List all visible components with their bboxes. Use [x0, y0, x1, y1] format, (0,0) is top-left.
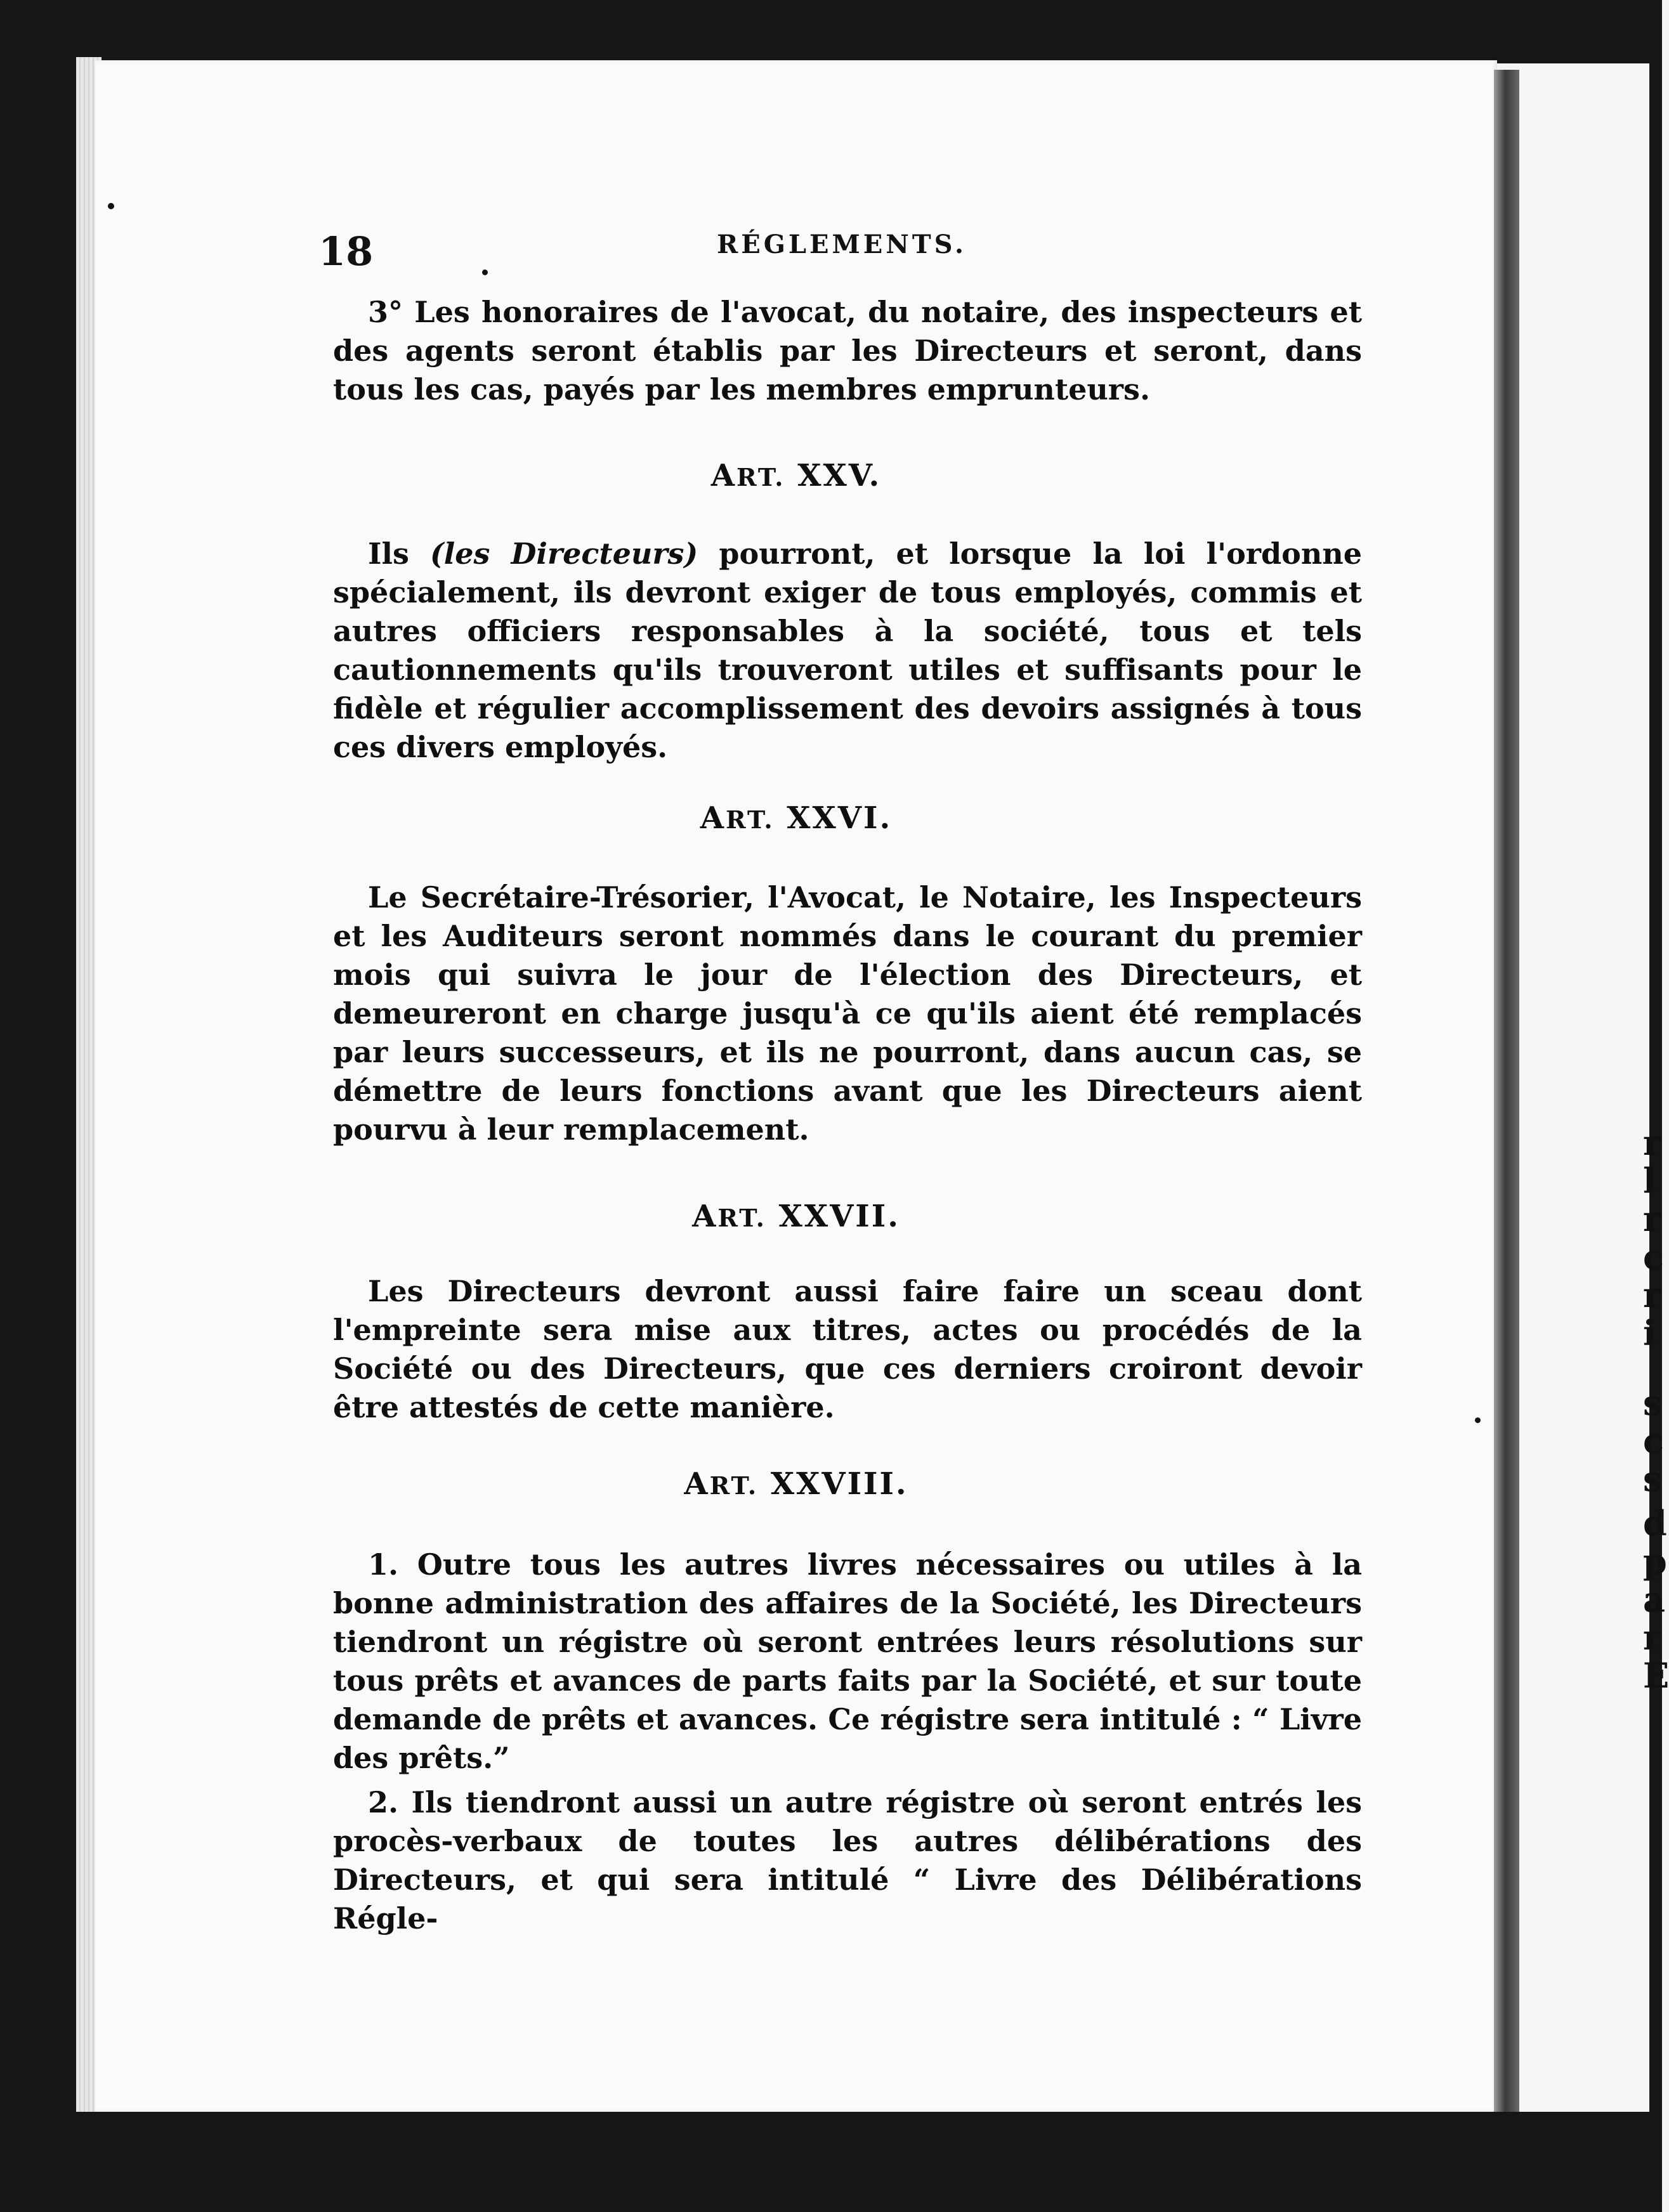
article-numeral: XXVI. — [787, 800, 893, 836]
article-prefix: A — [684, 1466, 710, 1502]
facing-fragment: i — [1643, 1313, 1656, 1353]
page-number: 18 — [318, 228, 374, 275]
article-prefix-small: RT. — [717, 1204, 766, 1232]
facing-fragment: r — [1643, 1122, 1661, 1163]
facing-fragment: a — [1643, 1579, 1665, 1620]
facing-fragment: E — [1643, 1655, 1669, 1696]
scan-speck — [1475, 1417, 1481, 1423]
art-25-text-rest: pourront, et lorsque la loi l'ordonne spécialement, ils devront exiger de tous employés, commis et autres officiers responsables à la société, tous et tels cautionnements qu'ils trouveront utiles et suffisants pour le fidèle et régulier accomplissement des devoirs assignés à tous ces divers employés. — [333, 537, 1362, 764]
scan-speck — [108, 203, 114, 209]
facing-page — [1519, 63, 1649, 2112]
facing-fragment: c — [1643, 1237, 1664, 1277]
facing-fragment: r — [1643, 1617, 1661, 1658]
facing-page-fragments — [1643, 1122, 1669, 1696]
paragraph-item-3: 3° Les honoraires de l'avocat, du notaire, des inspecteurs et des agents seront établis par les Directeurs et seront, dans tous les cas, payés par les membres emprunteurs. — [333, 295, 1362, 407]
article-prefix: A — [700, 800, 726, 836]
scan-border-top — [0, 0, 1662, 63]
article-heading-xxvii — [95, 1199, 1497, 1234]
facing-fragment: l — [1643, 1161, 1656, 1201]
scan-border-right — [1649, 0, 1662, 2212]
article-heading-xxv — [95, 458, 1497, 493]
paragraph-art-25 — [333, 535, 1362, 767]
facing-fragment: r — [1643, 1275, 1661, 1315]
scan-speck — [482, 270, 488, 275]
paragraph-art-26: Le Secrétaire-Trésorier, l'Avocat, le Notaire, les Inspecteurs et les Auditeurs seront nommés dans le courant du premier mois qui suivra le jour de l'élection des Directeurs, et demeureront en charge jusqu'à ce qu'ils aient été remplacés par leurs successeurs, et ils ne pourront, dans aucun cas, se démettre de leurs fonctions avant que les Directeurs aient pourvu à leur remplacement. — [333, 880, 1362, 1147]
art-25-text-start: Ils — [368, 537, 430, 571]
facing-fragment: r — [1643, 1199, 1661, 1239]
facing-fragment: s — [1643, 1382, 1663, 1423]
article-numeral: XXV. — [797, 458, 882, 493]
facing-fragment: c — [1643, 1421, 1664, 1461]
article-prefix: A — [710, 458, 736, 493]
facing-fragment: s — [1643, 1459, 1663, 1499]
article-prefix-small: RT. — [709, 1471, 759, 1500]
paragraph-art-28-1: 1. Outre tous les autres livres nécessaires ou utiles à la bonne administration des affaires de la Société, les Directeurs tiendront un régistre où seront entrées leurs résolutions sur tous prêts et avances de parts faits par la Société, et sur toute demande de prêts et avances. Ce régistre sera intitulé : “ Livre des prêts.” — [333, 1547, 1362, 1775]
article-numeral: XXVIII. — [770, 1466, 908, 1502]
facing-fragment: p — [1643, 1541, 1667, 1582]
article-numeral: XXVII. — [778, 1199, 900, 1234]
art-25-text-italic: (les Directeurs) — [429, 537, 698, 571]
facing-fragment: d — [1643, 1503, 1667, 1544]
running-head: RÉGLEMENTS. — [717, 230, 967, 259]
scan-border-bottom — [0, 2112, 1662, 2212]
paragraph-art-27: Les Directeurs devront aussi faire faire un sceau dont l'empreinte sera mise aux titres, actes ou procédés de la Société ou des Directeurs, que ces derniers croiront devoir être attestés de cette manière. — [333, 1274, 1362, 1424]
book-spine-shadow — [1494, 70, 1519, 2112]
paragraph-art-28-2: 2. Ils tiendront aussi un autre régistre où seront entrés les procès-verbaux de toutes les autres délibérations des Directeurs, et qui sera intitulé “ Livre des Délibérations Régle- — [333, 1785, 1362, 1935]
article-heading-xxvi — [95, 800, 1497, 836]
article-prefix-small: RT. — [726, 805, 775, 834]
article-prefix: A — [692, 1199, 718, 1234]
scan-border-left — [0, 0, 76, 2212]
article-prefix-small: RT. — [736, 463, 785, 491]
article-heading-xxviii — [95, 1466, 1497, 1502]
